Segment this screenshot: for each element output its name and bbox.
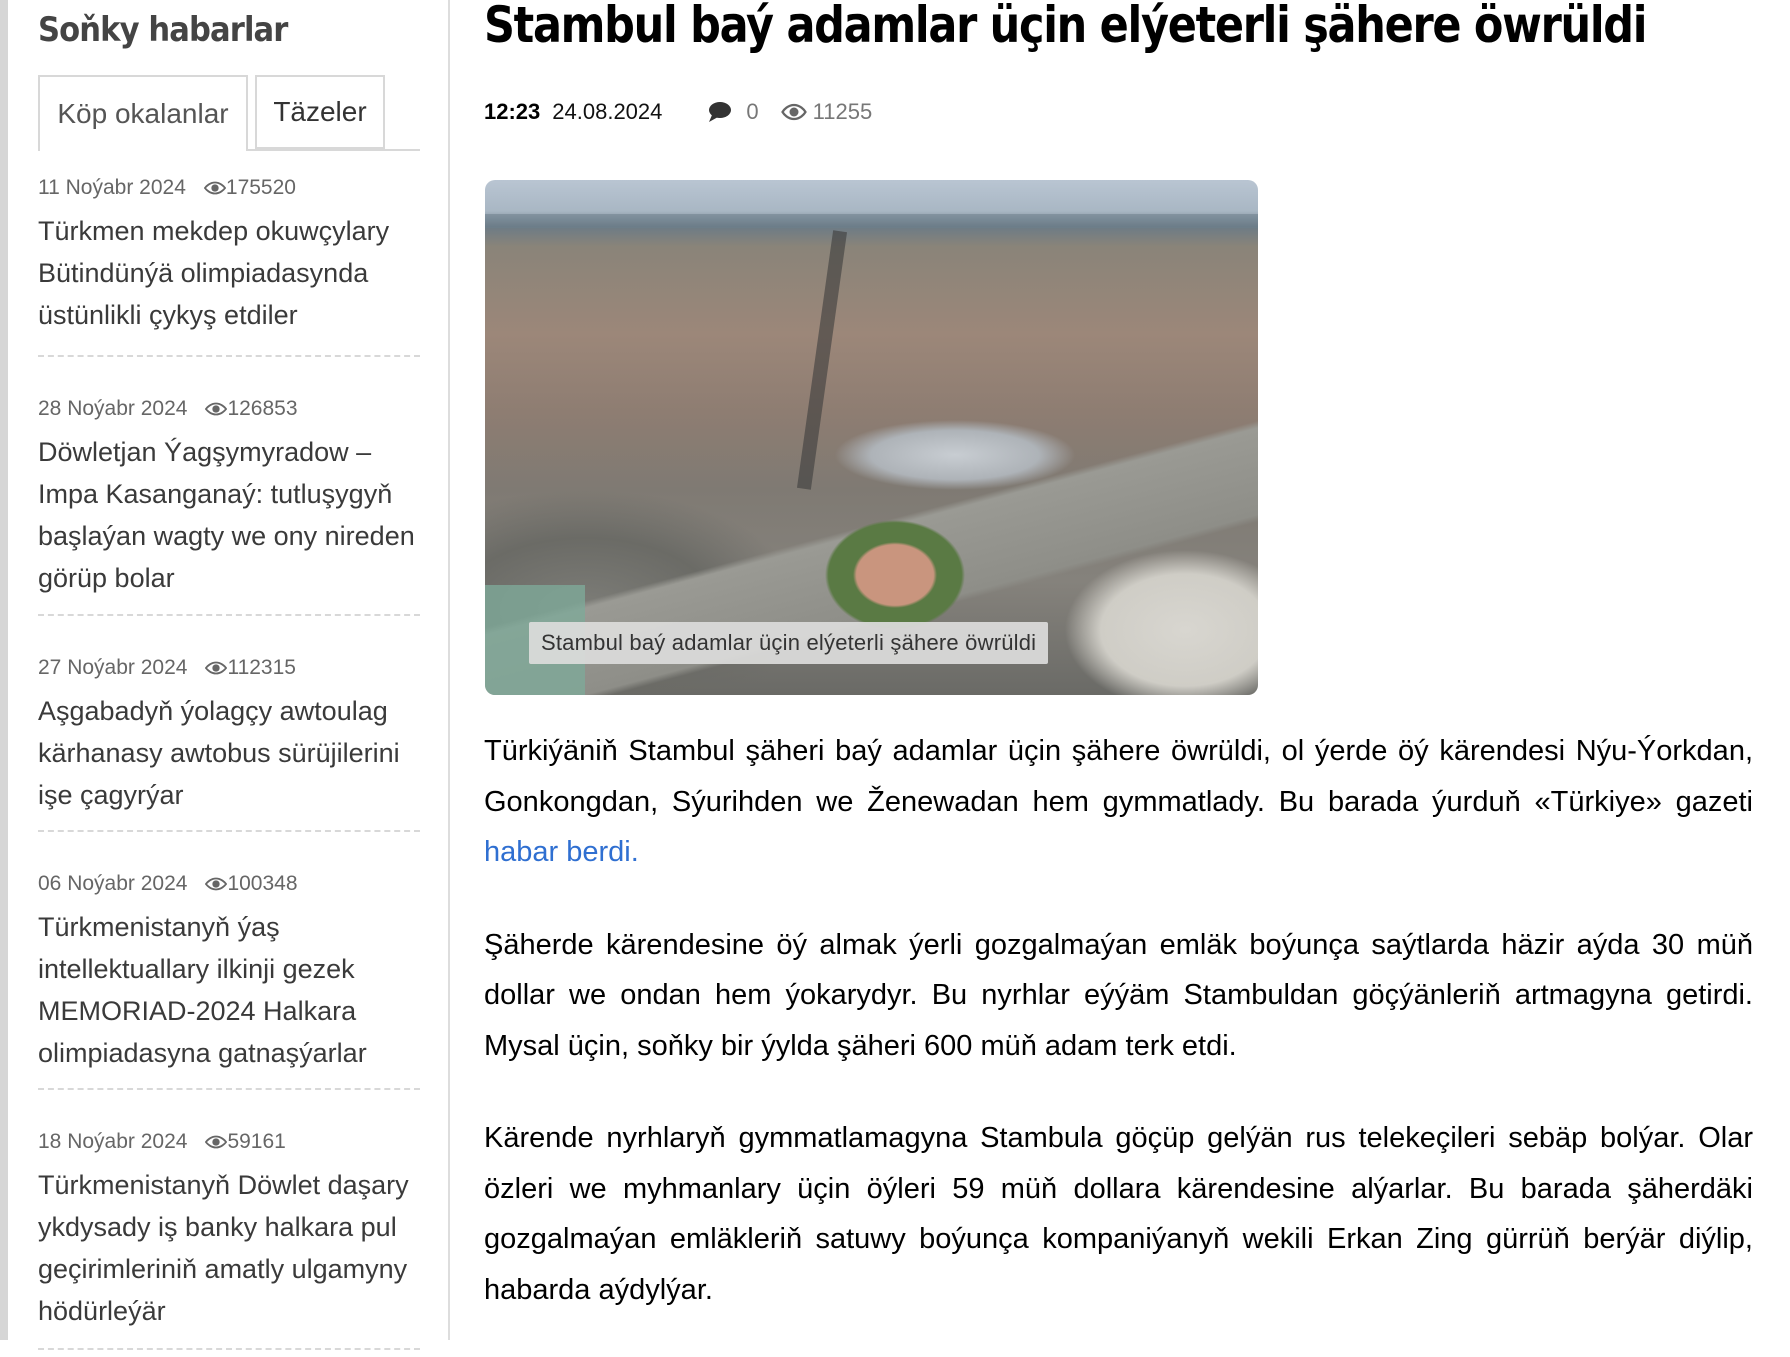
- tab-most-read[interactable]: Köp okalanlar: [38, 75, 248, 151]
- tabs-underline: [246, 149, 420, 151]
- news-views: 112315: [227, 656, 296, 679]
- news-date: 11 Noýabr 2024: [38, 176, 186, 199]
- news-meta: [38, 1124, 420, 1160]
- article-body: [484, 726, 1753, 1357]
- news-meta: [38, 650, 420, 686]
- column-divider: [448, 0, 450, 1340]
- image-skyline: [485, 214, 1258, 228]
- article-paragraph: Şäherde kärendesine öý almak ýerli gozgalmaýan emläk boýunça saýtlarda häzir aýda 30 müň dollar we ondan hem ýokarydyr. Bu nyrhlar eýýäm Stambuldan göçýänleriň artmagyna getirdi. Mysal üçin, soňky bir ýylda şäheri 600 müň adam terk etdi.: [484, 928, 1753, 1062]
- news-item[interactable]: [38, 616, 420, 832]
- comment-icon[interactable]: [706, 101, 732, 123]
- news-date: 28 Noýabr 2024: [38, 397, 188, 420]
- tab-latest[interactable]: Täzeler: [255, 75, 385, 149]
- publish-time: 12:23: [484, 99, 541, 124]
- article-title: Stambul baý adamlar üçin elýeterli şähere öwrüldi: [484, 0, 1647, 54]
- news-date: 27 Noýabr 2024: [38, 656, 188, 679]
- comment-count: 0: [746, 99, 759, 124]
- news-meta: [38, 170, 420, 206]
- sidebar-heading: Soňky habarlar: [38, 10, 288, 50]
- source-link[interactable]: habar berdi.: [484, 836, 639, 868]
- eye-icon: [781, 103, 807, 121]
- view-count: 11255: [812, 99, 873, 124]
- news-item[interactable]: [38, 1090, 420, 1350]
- image-caption: Stambul baý adamlar üçin elýeterli şähere öwrüldi: [529, 622, 1048, 664]
- news-title[interactable]: Aşgabadyň ýolagçy awtoulag kärhanasy awtobus sürüjilerini işe çagyrýar: [38, 696, 400, 810]
- news-title[interactable]: Türkmen mekdep okuwçylary Bütindünýä olimpiadasynda üstünlikli çykyş etdiler: [38, 216, 390, 330]
- eye-icon: [205, 877, 227, 891]
- eye-icon: [205, 661, 227, 675]
- news-title[interactable]: Döwletjan Ýagşymyradow – Impa Kasanganaý: tutluşygyň başlaýan wagty we ony nireden görüp bolar: [38, 437, 415, 593]
- news-item[interactable]: [38, 170, 420, 357]
- news-views: 59161: [227, 1130, 286, 1153]
- paragraph-text: Türkiýäniň Stambul şäheri baý adamlar üçin şähere öwrüldi, ol ýerde öý kärendesi Nýu-Ýorkdan, Gonkongdan, Sýurihden we Ženewadan hem gymmatlady. Bu barada ýurduň «Türkiye» gazeti: [484, 735, 1753, 818]
- publish-date: 24.08.2024: [552, 99, 663, 124]
- article-image[interactable]: [485, 180, 1258, 695]
- news-list: [38, 170, 420, 1350]
- news-views: 126853: [227, 397, 298, 420]
- news-title[interactable]: Türkmenistanyň ýaş intellektuallary ilkinji gezek MEMORIAD-2024 Halkara olimpiadasyna gatnaşýarlar: [38, 912, 367, 1068]
- image-road: [797, 230, 847, 489]
- news-item[interactable]: [38, 357, 420, 616]
- news-date: 06 Noýabr 2024: [38, 872, 188, 895]
- eye-icon: [204, 181, 226, 195]
- eye-icon: [205, 402, 227, 416]
- eye-icon: [205, 1135, 227, 1149]
- page-left-edge: [0, 0, 8, 1340]
- news-views: 100348: [227, 872, 298, 895]
- article-meta: [484, 97, 872, 127]
- news-title[interactable]: Türkmenistanyň Döwlet daşary ykdysady iş banky halkara pul geçirimleriniň amatly ulgamyny hödürleýär: [38, 1170, 409, 1326]
- news-views: 175520: [225, 176, 296, 199]
- article-paragraph: Kärende nyrhlaryň gymmatlamagyna Stambula göçüp gelýän rus telekeçileri sebäp bolýar. Olar özleri we myhmanlary üçin öýleri 59 müň dollara kärendesine alýarlar. Bu barada şäherdäki gozgalmaýan emläkleriň satuwy boýunça kompaniýanyň wekili Erkan Zing gürrüň berýär diýlip, habarda aýdylýar.: [484, 1122, 1753, 1306]
- news-meta: [38, 391, 420, 427]
- news-meta: [38, 866, 420, 902]
- article-paragraph: [484, 726, 1753, 878]
- news-date: 18 Noýabr 2024: [38, 1130, 188, 1153]
- news-item[interactable]: [38, 832, 420, 1090]
- sidebar-tabs: [38, 75, 420, 151]
